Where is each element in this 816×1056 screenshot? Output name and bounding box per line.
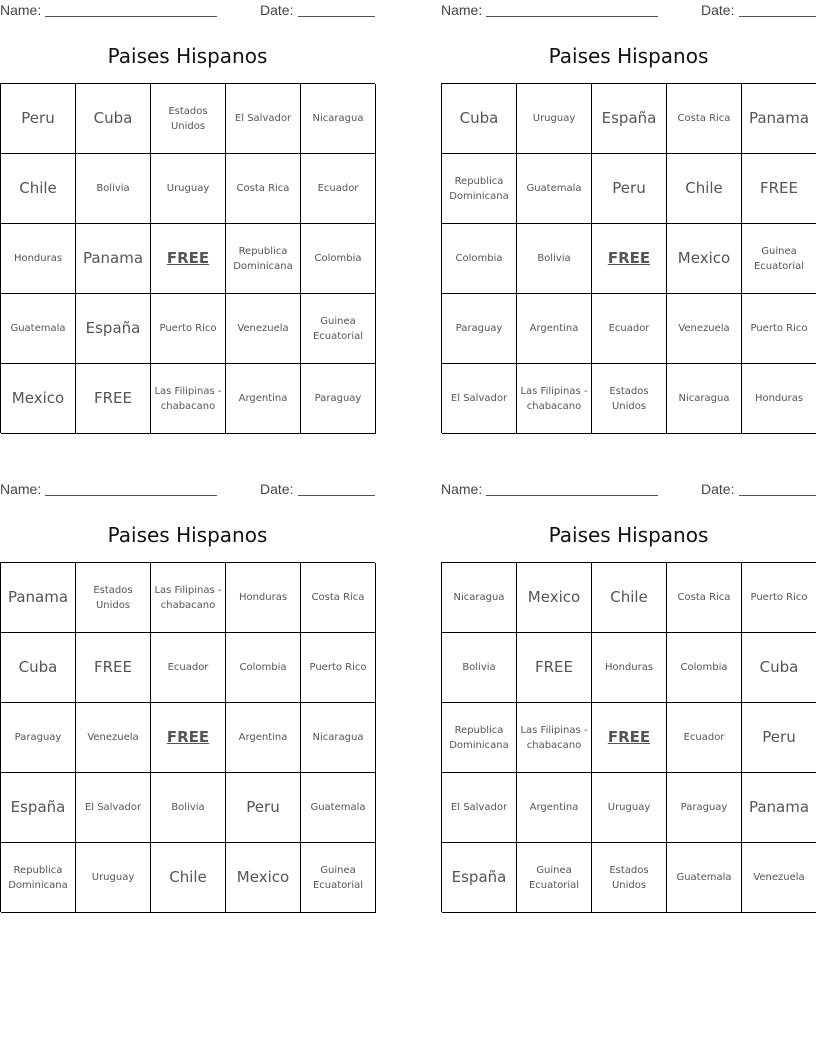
bingo-cell[interactable]: Uruguay <box>151 154 226 224</box>
bingo-cell[interactable]: Guinea Ecuatorial <box>301 294 376 364</box>
name-label: Name: <box>441 481 483 497</box>
bingo-cell[interactable]: Nicaragua <box>667 364 742 434</box>
bingo-cell[interactable]: Panama <box>742 773 816 843</box>
bingo-cell[interactable]: Peru <box>592 154 667 224</box>
bingo-grid <box>0 562 375 912</box>
bingo-cell[interactable]: Puerto Rico <box>742 563 816 633</box>
bingo-cell[interactable]: Colombia <box>442 224 517 294</box>
bingo-cell[interactable]: Guatemala <box>517 154 592 224</box>
bingo-cell[interactable]: Mexico <box>517 563 592 633</box>
card-title: Paises Hispanos <box>548 523 709 547</box>
bingo-cell[interactable]: Ecuador <box>592 294 667 364</box>
bingo-cell[interactable]: Costa Rica <box>667 84 742 154</box>
free-space-cell[interactable]: FREE <box>592 224 667 294</box>
bingo-cell[interactable]: El Salvador <box>442 773 517 843</box>
bingo-cell[interactable]: Las Filipinas - chabacano <box>151 364 226 434</box>
date-blank-line[interactable] <box>739 495 816 496</box>
bingo-cell[interactable]: El Salvador <box>76 773 151 843</box>
name-date-row <box>441 479 816 501</box>
bingo-cell[interactable]: Venezuela <box>76 703 151 773</box>
bingo-cell[interactable]: Republica Dominicana <box>442 154 517 224</box>
bingo-cell[interactable]: Guinea Ecuatorial <box>301 843 376 913</box>
bingo-cell[interactable]: Republica Dominicana <box>1 843 76 913</box>
free-space-cell[interactable]: FREE <box>151 224 226 294</box>
date-label: Date: <box>260 481 294 497</box>
bingo-cell[interactable]: Costa Rica <box>226 154 301 224</box>
bingo-cell[interactable]: Venezuela <box>226 294 301 364</box>
bingo-cell[interactable]: Republica Dominicana <box>226 224 301 294</box>
bingo-cell[interactable]: Bolivia <box>76 154 151 224</box>
bingo-cell[interactable]: Honduras <box>742 364 816 434</box>
name-blank-line[interactable] <box>486 16 658 17</box>
bingo-cell[interactable]: Nicaragua <box>301 84 376 154</box>
bingo-cell[interactable]: Venezuela <box>742 843 816 913</box>
bingo-cell[interactable]: Ecuador <box>301 154 376 224</box>
bingo-card <box>441 0 816 433</box>
bingo-cell[interactable]: Estados Unidos <box>76 563 151 633</box>
bingo-cell[interactable]: Nicaragua <box>301 703 376 773</box>
bingo-cell[interactable]: Mexico <box>1 364 76 434</box>
bingo-grid <box>0 83 375 433</box>
bingo-cell[interactable]: Cuba <box>76 84 151 154</box>
bingo-cell[interactable]: Las Filipinas - chabacano <box>517 364 592 434</box>
bingo-cell[interactable]: España <box>1 773 76 843</box>
bingo-cell[interactable]: Nicaragua <box>442 563 517 633</box>
bingo-cell[interactable]: Colombia <box>301 224 376 294</box>
bingo-cell[interactable]: Mexico <box>226 843 301 913</box>
bingo-cell[interactable]: FREE <box>517 633 592 703</box>
bingo-cell[interactable]: Puerto Rico <box>151 294 226 364</box>
bingo-cell[interactable]: Guinea Ecuatorial <box>742 224 816 294</box>
date-label: Date: <box>701 481 735 497</box>
free-space-cell[interactable]: FREE <box>151 703 226 773</box>
bingo-cell[interactable]: Venezuela <box>667 294 742 364</box>
card-title: Paises Hispanos <box>107 44 268 68</box>
bingo-cell[interactable]: Cuba <box>742 633 816 703</box>
card-title: Paises Hispanos <box>107 523 268 547</box>
bingo-cell[interactable]: Chile <box>151 843 226 913</box>
bingo-cell[interactable]: Argentina <box>226 703 301 773</box>
bingo-cell[interactable]: Ecuador <box>667 703 742 773</box>
bingo-cell[interactable]: Estados Unidos <box>592 843 667 913</box>
name-blank-line[interactable] <box>45 16 217 17</box>
bingo-cell[interactable]: Paraguay <box>442 294 517 364</box>
bingo-grid <box>441 562 816 912</box>
bingo-cell[interactable]: FREE <box>742 154 816 224</box>
bingo-grid <box>441 83 816 433</box>
bingo-cell[interactable]: Uruguay <box>76 843 151 913</box>
bingo-cell[interactable]: España <box>592 84 667 154</box>
bingo-cell[interactable]: El Salvador <box>226 84 301 154</box>
bingo-cell[interactable]: FREE <box>76 633 151 703</box>
bingo-cell[interactable]: Estados Unidos <box>592 364 667 434</box>
bingo-cell[interactable]: Mexico <box>667 224 742 294</box>
bingo-cell[interactable]: Guatemala <box>301 773 376 843</box>
bingo-cell[interactable]: Paraguay <box>667 773 742 843</box>
bingo-cell[interactable]: Panama <box>742 84 816 154</box>
bingo-cell[interactable]: Paraguay <box>301 364 376 434</box>
bingo-cell[interactable]: Colombia <box>667 633 742 703</box>
date-blank-line[interactable] <box>298 495 375 496</box>
bingo-cell[interactable]: Cuba <box>1 633 76 703</box>
bingo-cell[interactable]: Argentina <box>226 364 301 434</box>
bingo-cell[interactable]: Honduras <box>1 224 76 294</box>
bingo-cell[interactable]: Ecuador <box>151 633 226 703</box>
bingo-cell[interactable]: Puerto Rico <box>742 294 816 364</box>
bingo-cell[interactable]: Chile <box>592 563 667 633</box>
bingo-cell[interactable]: Peru <box>742 703 816 773</box>
bingo-cell[interactable]: Uruguay <box>517 84 592 154</box>
date-blank-line[interactable] <box>739 16 816 17</box>
bingo-cell[interactable]: Colombia <box>226 633 301 703</box>
name-label: Name: <box>0 2 42 18</box>
bingo-cell[interactable]: Las Filipinas - chabacano <box>151 563 226 633</box>
bingo-cell[interactable]: Estados Unidos <box>151 84 226 154</box>
bingo-card <box>0 479 375 912</box>
bingo-cell[interactable]: Costa Rica <box>667 563 742 633</box>
bingo-cell[interactable]: Bolivia <box>151 773 226 843</box>
free-space-cell[interactable]: FREE <box>592 703 667 773</box>
name-blank-line[interactable] <box>45 495 217 496</box>
date-blank-line[interactable] <box>298 16 375 17</box>
name-label: Name: <box>0 481 42 497</box>
bingo-cell[interactable]: Paraguay <box>1 703 76 773</box>
bingo-cell[interactable]: Republica Dominicana <box>442 703 517 773</box>
bingo-cell[interactable]: Guatemala <box>1 294 76 364</box>
bingo-card <box>441 479 816 912</box>
date-label: Date: <box>260 2 294 18</box>
name-blank-line[interactable] <box>486 495 658 496</box>
bingo-cell[interactable]: Argentina <box>517 773 592 843</box>
bingo-cell[interactable]: Honduras <box>226 563 301 633</box>
name-date-row <box>0 479 375 501</box>
date-label: Date: <box>701 2 735 18</box>
bingo-cell[interactable]: Honduras <box>592 633 667 703</box>
bingo-cell[interactable]: Costa Rica <box>301 563 376 633</box>
name-date-row <box>441 0 816 22</box>
bingo-cell[interactable]: Uruguay <box>592 773 667 843</box>
bingo-cell[interactable]: Bolivia <box>442 633 517 703</box>
bingo-cell[interactable]: Peru <box>226 773 301 843</box>
bingo-card <box>0 0 375 433</box>
card-title: Paises Hispanos <box>548 44 709 68</box>
bingo-cell[interactable]: Panama <box>1 563 76 633</box>
bingo-cell[interactable]: Las Filipinas - chabacano <box>517 703 592 773</box>
bingo-cell[interactable]: FREE <box>76 364 151 434</box>
bingo-cell[interactable]: Chile <box>1 154 76 224</box>
bingo-cell[interactable]: El Salvador <box>442 364 517 434</box>
bingo-cell[interactable]: España <box>76 294 151 364</box>
bingo-cell[interactable]: Peru <box>1 84 76 154</box>
bingo-cell[interactable]: Cuba <box>442 84 517 154</box>
bingo-cell[interactable]: Bolivia <box>517 224 592 294</box>
bingo-cell[interactable]: Panama <box>76 224 151 294</box>
bingo-cell[interactable]: Guinea Ecuatorial <box>517 843 592 913</box>
bingo-cell[interactable]: Guatemala <box>667 843 742 913</box>
name-date-row <box>0 0 375 22</box>
bingo-cell[interactable]: Chile <box>667 154 742 224</box>
bingo-cell[interactable]: España <box>442 843 517 913</box>
bingo-cell[interactable]: Puerto Rico <box>301 633 376 703</box>
bingo-cell[interactable]: Argentina <box>517 294 592 364</box>
name-label: Name: <box>441 2 483 18</box>
